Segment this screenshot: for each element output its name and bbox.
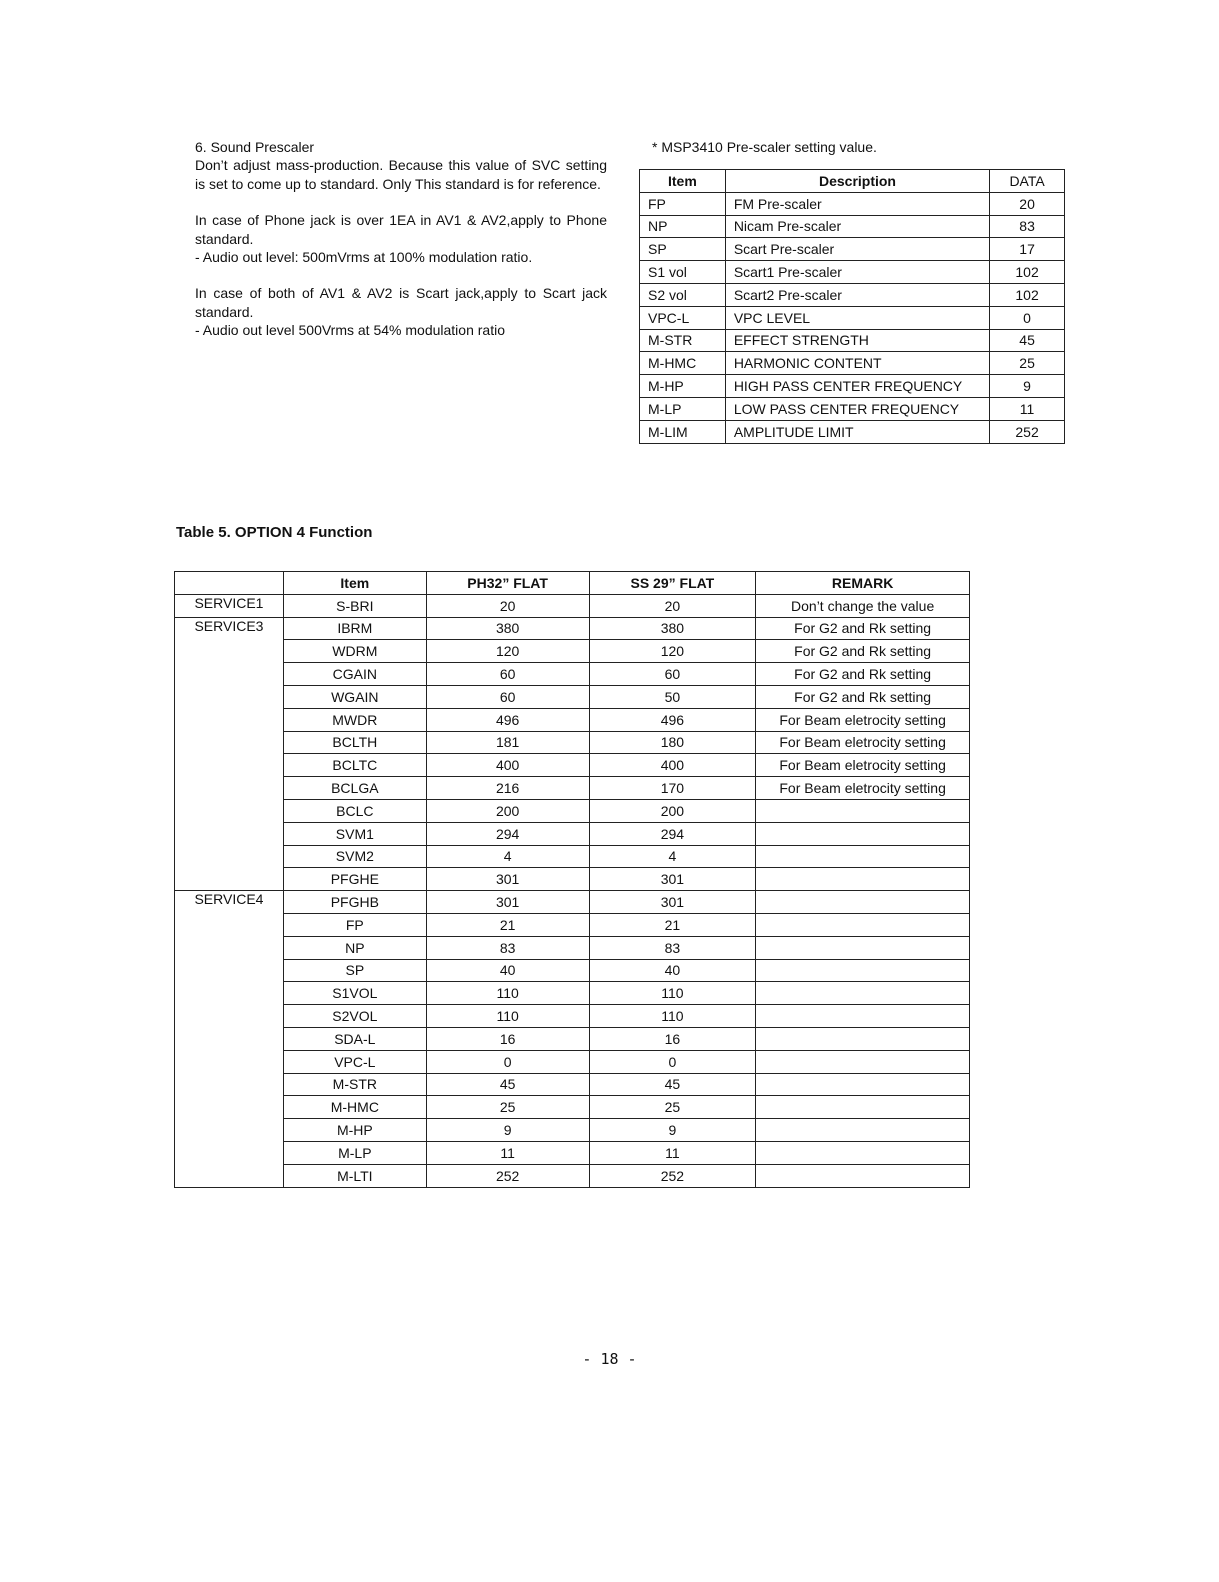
ph32-value-cell: 200 <box>426 799 589 822</box>
item-cell: SP <box>283 959 426 982</box>
msp-description-cell: HARMONIC CONTENT <box>725 352 989 375</box>
msp-prescaler-table <box>639 169 1065 444</box>
ph32-value-cell: 9 <box>426 1119 589 1142</box>
table-row <box>175 936 970 959</box>
msp-data-cell: 0 <box>990 306 1065 329</box>
msp-item-cell: S1 vol <box>640 261 726 284</box>
table-row <box>175 731 970 754</box>
ph32-value-cell: 16 <box>426 1027 589 1050</box>
item-cell: BCLTH <box>283 731 426 754</box>
table-row <box>175 1141 970 1164</box>
ss29-value-cell: 16 <box>589 1027 756 1050</box>
msp-data-cell: 252 <box>990 420 1065 443</box>
ph32-value-cell: 110 <box>426 982 589 1005</box>
remark-cell: For G2 and Rk setting <box>756 685 970 708</box>
ss29-value-cell: 50 <box>589 685 756 708</box>
item-cell: SVM2 <box>283 845 426 868</box>
remark-cell <box>756 1119 970 1142</box>
table-row <box>175 1096 970 1119</box>
ph32-value-cell: 400 <box>426 754 589 777</box>
ph32-value-cell: 60 <box>426 663 589 686</box>
ss29-value-cell: 0 <box>589 1050 756 1073</box>
table-row <box>175 1050 970 1073</box>
ph32-value-cell: 294 <box>426 822 589 845</box>
table-row <box>175 982 970 1005</box>
msp-data-cell: 11 <box>990 397 1065 420</box>
section-heading: 6. Sound Prescaler <box>195 139 315 155</box>
msp-data-cell: 45 <box>990 329 1065 352</box>
remark-cell: For G2 and Rk setting <box>756 640 970 663</box>
remark-cell <box>756 868 970 891</box>
msp-description-cell: AMPLITUDE LIMIT <box>725 420 989 443</box>
remark-cell <box>756 959 970 982</box>
msp-data-cell: 25 <box>990 352 1065 375</box>
ph32-value-cell: 380 <box>426 617 589 640</box>
ph32-value-cell: 21 <box>426 913 589 936</box>
ss29-value-cell: 83 <box>589 936 756 959</box>
remark-cell: For G2 and Rk setting <box>756 663 970 686</box>
item-cell: S1VOL <box>283 982 426 1005</box>
service-group-label: SERVICE4 <box>175 891 284 1187</box>
remark-cell <box>756 799 970 822</box>
item-cell: SVM1 <box>283 822 426 845</box>
item-cell: WDRM <box>283 640 426 663</box>
service-group-label: SERVICE1 <box>175 594 284 617</box>
item-cell: M-LP <box>283 1141 426 1164</box>
item-cell: VPC-L <box>283 1050 426 1073</box>
item-cell: MWDR <box>283 708 426 731</box>
ph32-value-cell: 83 <box>426 936 589 959</box>
msp-description-cell: VPC LEVEL <box>725 306 989 329</box>
table-row <box>175 777 970 800</box>
msp-header-item: Item <box>640 170 726 193</box>
msp-item-cell: FP <box>640 192 726 215</box>
option-header-remark: REMARK <box>756 572 970 595</box>
ss29-value-cell: 301 <box>589 868 756 891</box>
msp-data-cell: 102 <box>990 283 1065 306</box>
table-row <box>175 913 970 936</box>
remark-cell <box>756 891 970 914</box>
ss29-value-cell: 496 <box>589 708 756 731</box>
table-row <box>175 708 970 731</box>
ph32-value-cell: 110 <box>426 1005 589 1028</box>
msp-item-cell: NP <box>640 215 726 238</box>
service-group-label: SERVICE3 <box>175 617 284 891</box>
remark-cell: For Beam eletrocity setting <box>756 731 970 754</box>
option-header-row <box>175 572 970 595</box>
ss29-value-cell: 40 <box>589 959 756 982</box>
item-cell: PFGHB <box>283 891 426 914</box>
ss29-value-cell: 400 <box>589 754 756 777</box>
table-row <box>175 1119 970 1142</box>
msp-table-caption: * MSP3410 Pre-scaler setting value. <box>652 139 877 155</box>
table-row <box>175 594 970 617</box>
msp-data-cell: 9 <box>990 375 1065 398</box>
msp-table-row <box>640 352 1065 375</box>
msp-table-row <box>640 397 1065 420</box>
ss29-value-cell: 200 <box>589 799 756 822</box>
remark-cell <box>756 1005 970 1028</box>
msp-header-data: DATA <box>990 170 1065 193</box>
table-row <box>175 1005 970 1028</box>
msp-item-cell: M-HMC <box>640 352 726 375</box>
paragraph-mass-production: Don’t adjust mass-production. Because this value of SVC setting is set to come up to standard. Only This standard is for reference. <box>195 157 607 192</box>
option-table-title: Table 5. OPTION 4 Function <box>176 524 373 541</box>
remark-cell <box>756 822 970 845</box>
remark-cell <box>756 936 970 959</box>
msp-table-row <box>640 306 1065 329</box>
ph32-value-cell: 496 <box>426 708 589 731</box>
table-row <box>175 822 970 845</box>
msp-description-cell: LOW PASS CENTER FREQUENCY <box>725 397 989 420</box>
ph32-value-cell: 120 <box>426 640 589 663</box>
remark-cell: For Beam eletrocity setting <box>756 708 970 731</box>
msp-description-cell: Scart1 Pre-scaler <box>725 261 989 284</box>
table-row <box>175 959 970 982</box>
msp-data-cell: 83 <box>990 215 1065 238</box>
msp-item-cell: M-HP <box>640 375 726 398</box>
item-cell: M-STR <box>283 1073 426 1096</box>
remark-cell: Don’t change the value <box>756 594 970 617</box>
note-scart-audio-level: - Audio out level 500Vrms at 54% modulation ratio <box>195 322 505 339</box>
table-row <box>175 1027 970 1050</box>
ph32-value-cell: 20 <box>426 594 589 617</box>
item-cell: SDA-L <box>283 1027 426 1050</box>
msp-item-cell: M-STR <box>640 329 726 352</box>
option-header-ph32: PH32” FLAT <box>426 572 589 595</box>
ss29-value-cell: 25 <box>589 1096 756 1119</box>
option-header-ss29: SS 29” FLAT <box>589 572 756 595</box>
note-phone-audio-level: - Audio out level: 500mVrms at 100% modulation ratio. <box>195 249 533 266</box>
table-row <box>175 868 970 891</box>
item-cell: S-BRI <box>283 594 426 617</box>
table-row <box>175 1073 970 1096</box>
msp-data-cell: 17 <box>990 238 1065 261</box>
ph32-value-cell: 181 <box>426 731 589 754</box>
msp-item-cell: S2 vol <box>640 283 726 306</box>
item-cell: FP <box>283 913 426 936</box>
remark-cell <box>756 1164 970 1187</box>
msp-description-cell: FM Pre-scaler <box>725 192 989 215</box>
option-header-group <box>175 572 284 595</box>
ph32-value-cell: 216 <box>426 777 589 800</box>
remark-cell <box>756 1050 970 1073</box>
item-cell: NP <box>283 936 426 959</box>
ss29-value-cell: 252 <box>589 1164 756 1187</box>
msp-description-cell: EFFECT STRENGTH <box>725 329 989 352</box>
ss29-value-cell: 120 <box>589 640 756 663</box>
paragraph-phone-standard: In case of Phone jack is over 1EA in AV1 & AV2,apply to Phone standard. <box>195 212 607 247</box>
page-number: - 18 - <box>582 1350 637 1368</box>
table-row <box>175 754 970 777</box>
msp-item-cell: M-LIM <box>640 420 726 443</box>
ss29-value-cell: 21 <box>589 913 756 936</box>
item-cell: BCLGA <box>283 777 426 800</box>
remark-cell <box>756 1141 970 1164</box>
table-row <box>175 1164 970 1187</box>
item-cell: BCLTC <box>283 754 426 777</box>
table-row <box>175 799 970 822</box>
msp-table-row <box>640 283 1065 306</box>
msp-data-cell: 20 <box>990 192 1065 215</box>
ss29-value-cell: 4 <box>589 845 756 868</box>
msp-header-row <box>640 170 1065 193</box>
ph32-value-cell: 11 <box>426 1141 589 1164</box>
remark-cell <box>756 1073 970 1096</box>
ph32-value-cell: 25 <box>426 1096 589 1119</box>
option-header-item: Item <box>283 572 426 595</box>
item-cell: M-LTI <box>283 1164 426 1187</box>
remark-cell <box>756 982 970 1005</box>
item-cell: CGAIN <box>283 663 426 686</box>
msp-header-description: Description <box>725 170 989 193</box>
table-row <box>175 685 970 708</box>
msp-table-row <box>640 375 1065 398</box>
remark-cell: For Beam eletrocity setting <box>756 754 970 777</box>
msp-table-row <box>640 192 1065 215</box>
msp-table-row <box>640 261 1065 284</box>
remark-cell: For G2 and Rk setting <box>756 617 970 640</box>
remark-cell <box>756 845 970 868</box>
paragraph-scart-standard: In case of both of AV1 & AV2 is Scart jack,apply to Scart jack standard. <box>195 285 607 320</box>
remark-cell <box>756 913 970 936</box>
table-row <box>175 617 970 640</box>
item-cell: IBRM <box>283 617 426 640</box>
ss29-value-cell: 170 <box>589 777 756 800</box>
remark-cell <box>756 1096 970 1119</box>
msp-item-cell: SP <box>640 238 726 261</box>
option4-function-table <box>174 571 970 1188</box>
item-cell: PFGHE <box>283 868 426 891</box>
ss29-value-cell: 11 <box>589 1141 756 1164</box>
ph32-value-cell: 40 <box>426 959 589 982</box>
msp-description-cell: Scart2 Pre-scaler <box>725 283 989 306</box>
remark-cell: For Beam eletrocity setting <box>756 777 970 800</box>
table-row <box>175 891 970 914</box>
ss29-value-cell: 60 <box>589 663 756 686</box>
msp-item-cell: M-LP <box>640 397 726 420</box>
table-row <box>175 663 970 686</box>
ph32-value-cell: 252 <box>426 1164 589 1187</box>
item-cell: BCLC <box>283 799 426 822</box>
table-row <box>175 640 970 663</box>
msp-description-cell: Nicam Pre-scaler <box>725 215 989 238</box>
sound-prescaler-section <box>195 138 607 340</box>
remark-cell <box>756 1027 970 1050</box>
table-row <box>175 845 970 868</box>
msp-description-cell: Scart Pre-scaler <box>725 238 989 261</box>
ss29-value-cell: 110 <box>589 1005 756 1028</box>
ss29-value-cell: 20 <box>589 594 756 617</box>
ss29-value-cell: 45 <box>589 1073 756 1096</box>
ph32-value-cell: 301 <box>426 891 589 914</box>
ss29-value-cell: 9 <box>589 1119 756 1142</box>
ss29-value-cell: 294 <box>589 822 756 845</box>
ph32-value-cell: 60 <box>426 685 589 708</box>
msp-item-cell: VPC-L <box>640 306 726 329</box>
item-cell: S2VOL <box>283 1005 426 1028</box>
item-cell: M-HP <box>283 1119 426 1142</box>
ph32-value-cell: 4 <box>426 845 589 868</box>
item-cell: WGAIN <box>283 685 426 708</box>
msp-table-row <box>640 238 1065 261</box>
ss29-value-cell: 380 <box>589 617 756 640</box>
msp-table-row <box>640 329 1065 352</box>
ph32-value-cell: 45 <box>426 1073 589 1096</box>
msp-data-cell: 102 <box>990 261 1065 284</box>
item-cell: M-HMC <box>283 1096 426 1119</box>
ss29-value-cell: 180 <box>589 731 756 754</box>
msp-description-cell: HIGH PASS CENTER FREQUENCY <box>725 375 989 398</box>
ph32-value-cell: 301 <box>426 868 589 891</box>
msp-table-row <box>640 420 1065 443</box>
ph32-value-cell: 0 <box>426 1050 589 1073</box>
ss29-value-cell: 301 <box>589 891 756 914</box>
ss29-value-cell: 110 <box>589 982 756 1005</box>
msp-table-row <box>640 215 1065 238</box>
